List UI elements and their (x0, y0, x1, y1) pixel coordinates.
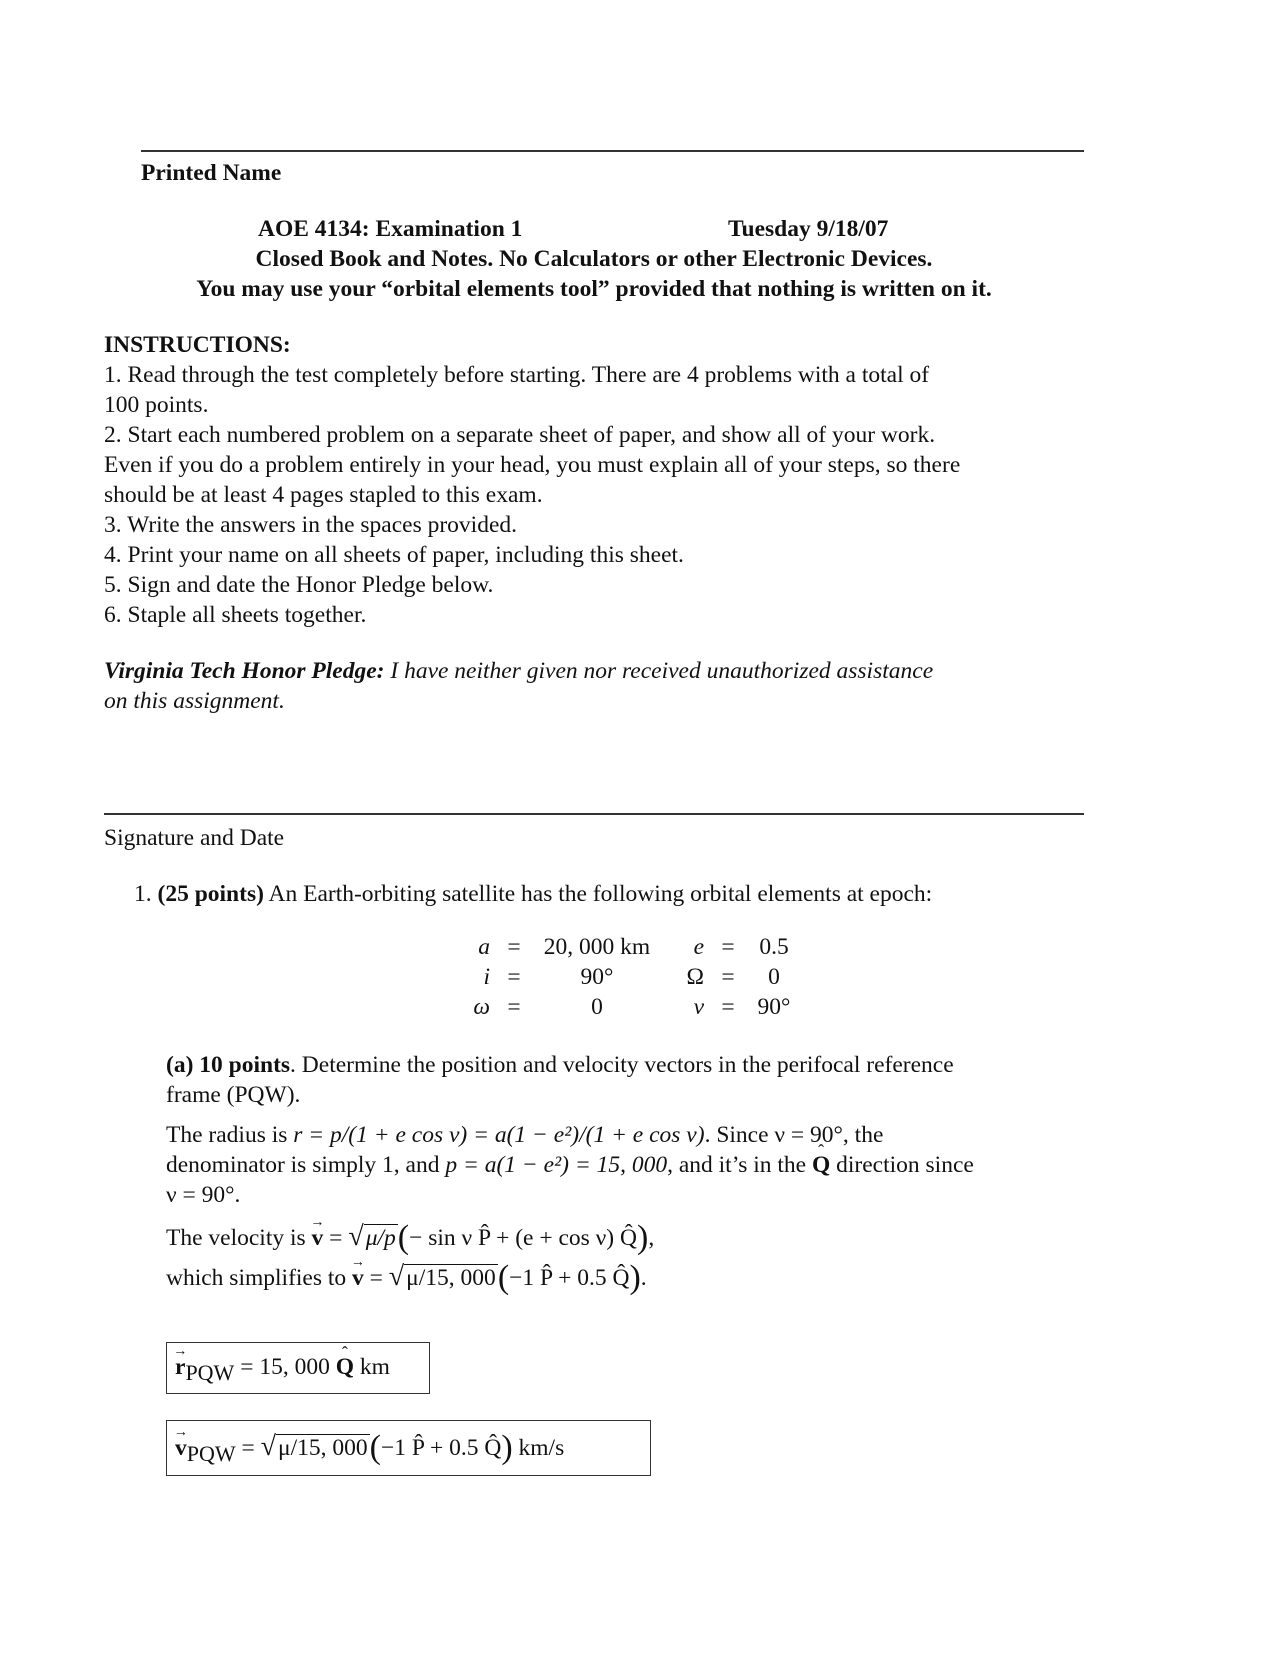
honor-pledge (104, 656, 933, 686)
instruction-line: should be at least 4 pages stapled to this exam. (104, 482, 543, 508)
problem-text: An Earth-orbiting satellite has the following orbital elements at epoch: (263, 881, 933, 907)
instruction-line: 5. Sign and date the Honor Pledge below. (104, 572, 494, 598)
equals-sign: = (507, 964, 521, 990)
element-row (462, 932, 796, 962)
sqrt-symbol: √ (260, 1431, 277, 1462)
instruction-line: 2. Start each numbered problem on a separate sheet of paper, and show all of your work. (104, 422, 936, 448)
problem-points: (25 points) (157, 881, 264, 907)
r-vector-symbol: → r (175, 1343, 185, 1391)
instruction-line: 4. Print your name on all sheets of paper, including this sheet. (104, 542, 684, 568)
element-row (462, 992, 796, 1022)
answer-box-velocity (166, 1420, 651, 1476)
printed-name-label: Printed Name (141, 160, 282, 186)
right-paren: ) (629, 1259, 641, 1296)
honor-pledge-text-cont: on this assignment. (104, 688, 285, 714)
v-vector-symbol: → v (352, 1263, 364, 1293)
part-a-label: (a) 10 points (166, 1052, 291, 1078)
left-paren: ( (497, 1259, 510, 1296)
simplify-prefix: which simplifies to (166, 1265, 353, 1291)
left-paren: ( (369, 1429, 381, 1466)
element-value: 0 (591, 994, 603, 1020)
element-value: 90° (757, 994, 791, 1020)
tool-notice: You may use your “orbital elements tool” provided that nothing is written on it. (196, 276, 992, 302)
velocity-unit: km/s (518, 1435, 565, 1461)
equals-sign: = (721, 994, 735, 1020)
honor-pledge-text: I have neither given nor received unauthorized assistance (384, 658, 934, 684)
problem-number: 1. (134, 881, 152, 907)
instruction-line: Even if you do a problem entirely in your head, you must explain all of your steps, so there (104, 452, 961, 478)
element-symbol: ν (693, 994, 704, 1020)
orbital-elements-table (462, 932, 796, 1022)
element-value: 90° (580, 964, 614, 990)
radius-explanation-line3: ν = 90°. (166, 1182, 241, 1208)
sqrt-symbol: √ (388, 1261, 405, 1292)
q-hat-symbol: ˆ Q (812, 1150, 830, 1180)
velocity-sqrt-arg: μ/p (365, 1225, 396, 1251)
velocity-formula-line: The velocity is → v = √μ/p(− sin ν P̂ + (e + cos ν) Q̂), (166, 1222, 654, 1253)
radius-prefix: The radius is (166, 1122, 294, 1148)
radius-line2-mid: , and it’s in the (667, 1152, 812, 1178)
instructions-heading: INSTRUCTIONS: (104, 332, 291, 358)
equals-sign: = (721, 964, 735, 990)
element-symbol: ω (473, 994, 490, 1020)
closed-book-notice: Closed Book and Notes. No Calculators or other Electronic Devices. (255, 246, 933, 272)
radius-explanation-line1 (166, 1120, 883, 1150)
printed-name-line (141, 150, 1084, 152)
exam-date: Tuesday 9/18/07 (728, 216, 889, 242)
radius-line2-suffix: direction since (830, 1152, 974, 1178)
pqw-subscript: PQW (186, 1441, 236, 1466)
answer-box-position (166, 1342, 430, 1394)
velocity-answer-body: −1 P̂ + 0.5 Q̂ (381, 1435, 502, 1461)
sqrt-symbol: √ (348, 1221, 364, 1252)
signature-label: Signature and Date (104, 825, 285, 851)
problem-1-statement (134, 879, 932, 909)
velocity-body: − sin ν P̂ + (e + cos ν) Q̂ (409, 1225, 637, 1251)
simplify-body: −1 P̂ + 0.5 Q̂ (509, 1265, 630, 1291)
honor-pledge-label: Virginia Tech Honor Pledge: (104, 658, 385, 684)
part-a-prompt (166, 1050, 954, 1080)
instruction-line: 1. Read through the test completely before starting. There are 4 problems with a total of (104, 362, 930, 388)
element-symbol: a (478, 934, 490, 960)
element-symbol: Ω (686, 964, 704, 990)
element-row (462, 962, 796, 992)
element-symbol: i (483, 964, 490, 990)
radius-suffix: . Since ν = 90°, the (704, 1122, 884, 1148)
left-paren: ( (397, 1219, 410, 1256)
instruction-line: 3. Write the answers in the spaces provided. (104, 512, 518, 538)
equals-sign: = (507, 994, 521, 1020)
radius-line2-prefix: denominator is simply 1, and (166, 1152, 446, 1178)
velocity-answer-sqrt-arg: μ/15, 000 (278, 1435, 368, 1461)
q-hat-symbol: ˆ Q (336, 1343, 354, 1391)
instruction-line: 6. Staple all sheets together. (104, 602, 367, 628)
course-title: AOE 4134: Examination 1 (258, 216, 523, 242)
element-value: 0.5 (759, 934, 789, 960)
element-symbol: e (693, 934, 704, 960)
v-vector-symbol: → v (175, 1422, 187, 1474)
v-vector-symbol: → v (312, 1223, 324, 1253)
equals-sign: = (507, 934, 521, 960)
element-value: 20, 000 km (543, 934, 651, 960)
element-value: 0 (768, 964, 780, 990)
position-value: = 15, 000 (240, 1354, 330, 1380)
instructions-list (104, 360, 960, 630)
instruction-line: 100 points. (104, 392, 209, 418)
simplify-sqrt-arg: μ/15, 000 (406, 1265, 496, 1291)
equals-sign: = (721, 934, 735, 960)
right-paren: ) (501, 1429, 513, 1466)
radius-formula: r = p/(1 + e cos ν) = a(1 − e²)/(1 + e cos ν) (293, 1122, 705, 1148)
right-paren: ) (636, 1219, 649, 1256)
signature-line (104, 813, 1084, 815)
radius-explanation-line2 (166, 1150, 974, 1180)
velocity-simplified-line: which simplifies to → v = √μ/15, 000(−1 P̂ + 0.5 Q̂). (166, 1262, 647, 1293)
equals-sign: = (241, 1435, 255, 1461)
p-formula: p = a(1 − e²) = 15, 000 (445, 1152, 668, 1178)
velocity-prefix: The velocity is (166, 1225, 312, 1251)
position-unit: km (359, 1354, 390, 1380)
part-a-prompt-cont: frame (PQW). (166, 1082, 301, 1108)
part-a-prompt-text: . Determine the position and velocity vectors in the perifocal reference (290, 1052, 954, 1078)
pqw-subscript: PQW (185, 1360, 235, 1385)
